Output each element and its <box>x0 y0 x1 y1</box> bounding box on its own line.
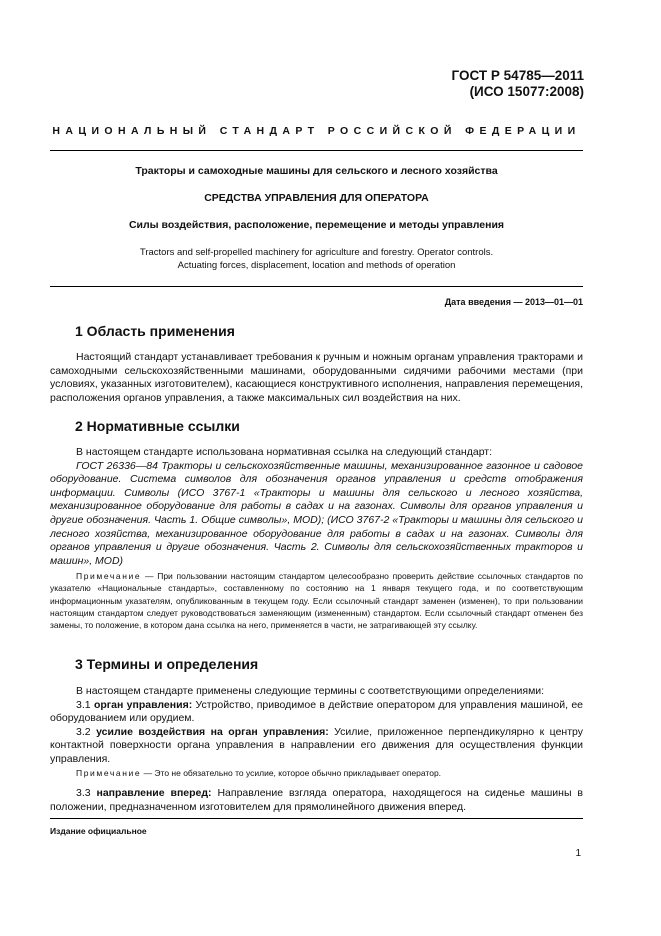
gost-number: ГОСТ Р 54785—2011 <box>451 68 584 83</box>
section3-heading <box>75 656 258 672</box>
section2-note <box>50 570 583 631</box>
term-3-2-name: усилие воздействия на орган управления: <box>96 725 329 738</box>
subtitle: Силы воздействия, расположение, перемещение и методы управления <box>128 219 505 231</box>
term-3-3-name: направление вперед: <box>96 787 212 799</box>
header-rule <box>50 150 583 151</box>
title-rule <box>50 286 583 287</box>
note-text: — Это не обязательно то усилие, которое обычно прикладывает оператор. <box>141 768 442 778</box>
section3-body <box>50 685 583 767</box>
national-standard-title: НАЦИОНАЛЬНЫЙ СТАНДАРТ РОССИЙСКОЙ ФЕДЕРАЦИИ <box>52 125 581 137</box>
document-designation <box>452 68 584 100</box>
section2-intro: В настоящем стандарте использована нормативная ссылка на следующий стандарт: <box>76 446 493 458</box>
section3-heading-text: 3 Термины и определения <box>75 656 259 672</box>
term-3-2 <box>50 726 583 767</box>
note-label: Примечание <box>76 768 142 778</box>
term-3-1-definition: Устройство, приводимое в действие оператором для управления машиной, ее оборудованием или орудием. <box>50 698 584 725</box>
term-3-2-number: 3.2 <box>76 725 97 738</box>
introduction-date: Дата введения — 2013—01—01 <box>444 297 583 307</box>
term-3-1-number: 3.1 <box>76 698 94 711</box>
section1-heading-text: 1 Область применения <box>75 323 235 339</box>
section2-body <box>50 446 583 568</box>
term-3-2-definition: Усилие, приложенное перпендикулярно к центру контактной поверхности органа управления в направлении его движения для осуществления функции управления. <box>50 725 584 765</box>
footer-rule <box>50 818 583 819</box>
section2-heading-text: 2 Нормативные ссылки <box>75 418 240 434</box>
term-3-1-name: орган управления: <box>93 698 193 711</box>
english-title <box>50 246 583 272</box>
subject-title: Тракторы и самоходные машины для сельского и лесного хозяйства <box>135 165 498 177</box>
term-3-3-number: 3.3 <box>76 787 97 799</box>
section1-paragraph: Настоящий стандарт устанавливает требования к ручным и ножным органам управления тракторами и самоходными сельскохозяйственными машинами, оборудованными сидячими рабочими местами (при условиях, указанных изготовителем), касающиеся конструктивного исполнения, направления перемещения, расположения органов управления, а также максимальных сил воздействия на них. <box>50 351 583 404</box>
normative-reference: ГОСТ 26336—84 Тракторы и сельскохозяйственные машины, механизированное газонное и садовое оборудование. Система символов для обозначения органов управления и средств отображения информации. Символы (ИСО 3767-1 «Тракторы и машины для сельского и лесного хозяйства, механизированное оборудование для работы в садах и на газонах. Символы для органов управления и другие обозначения. Часть 1. Общие символы», MOD); (ИСО 3767-2 «Тракторы и машины для сельского и лесного хозяйства, механизированное оборудование для работы в садах и на газонах. Символы для органов управления и другие обозначения. Часть 2. Символы для сельскохозяйственных тракторов и машин», MOD) <box>50 459 583 567</box>
term-3-3-block <box>50 787 583 814</box>
english-title-line2: Actuating forces, displacement, location and methods of operation <box>177 260 456 271</box>
main-title: СРЕДСТВА УПРАВЛЕНИЯ ДЛЯ ОПЕРАТОРА <box>204 192 429 204</box>
note-text: — При пользовании настоящим стандартом целесообразно проверить действие ссылочных стандартов по указателю «Национальные стандарты», составленному по состоянию на 1 января текущего года, и по соответствующим информационным указателям, опубликованным в текущем году. Если ссылочный стандарт заменен (изменен), то при пользовании настоящим стандартом следует руководствоваться заменяющим (измененным) стандартом. Если ссылочный стандарт отменен без замены, то положение, в котором дана ссылка на него, применяется в части, не затрагивающей эту ссылку. <box>50 571 583 631</box>
section3-intro: В настоящем стандарте применены следующие термины с соответствующими определениями: <box>76 685 545 697</box>
official-edition: Издание официальное <box>50 826 147 836</box>
page-number: 1 <box>575 848 581 859</box>
section1-heading <box>75 323 235 339</box>
section2-heading <box>75 418 240 434</box>
term-3-1 <box>50 699 583 726</box>
term-3-3-definition: Направление взгляда оператора, находящегося на сиденье машины в положении, предназначенном изготовителем для прямолинейного движения вперед. <box>50 787 583 813</box>
term-3-3 <box>50 787 583 814</box>
english-title-line1: Tractors and self-propelled machinery for agriculture and forestry. Operator controls. <box>139 247 494 258</box>
iso-number: (ИСО 15077:2008) <box>469 84 584 99</box>
section3-note <box>50 767 583 779</box>
section1-body <box>50 351 583 405</box>
note-label: Примечание <box>76 571 142 581</box>
